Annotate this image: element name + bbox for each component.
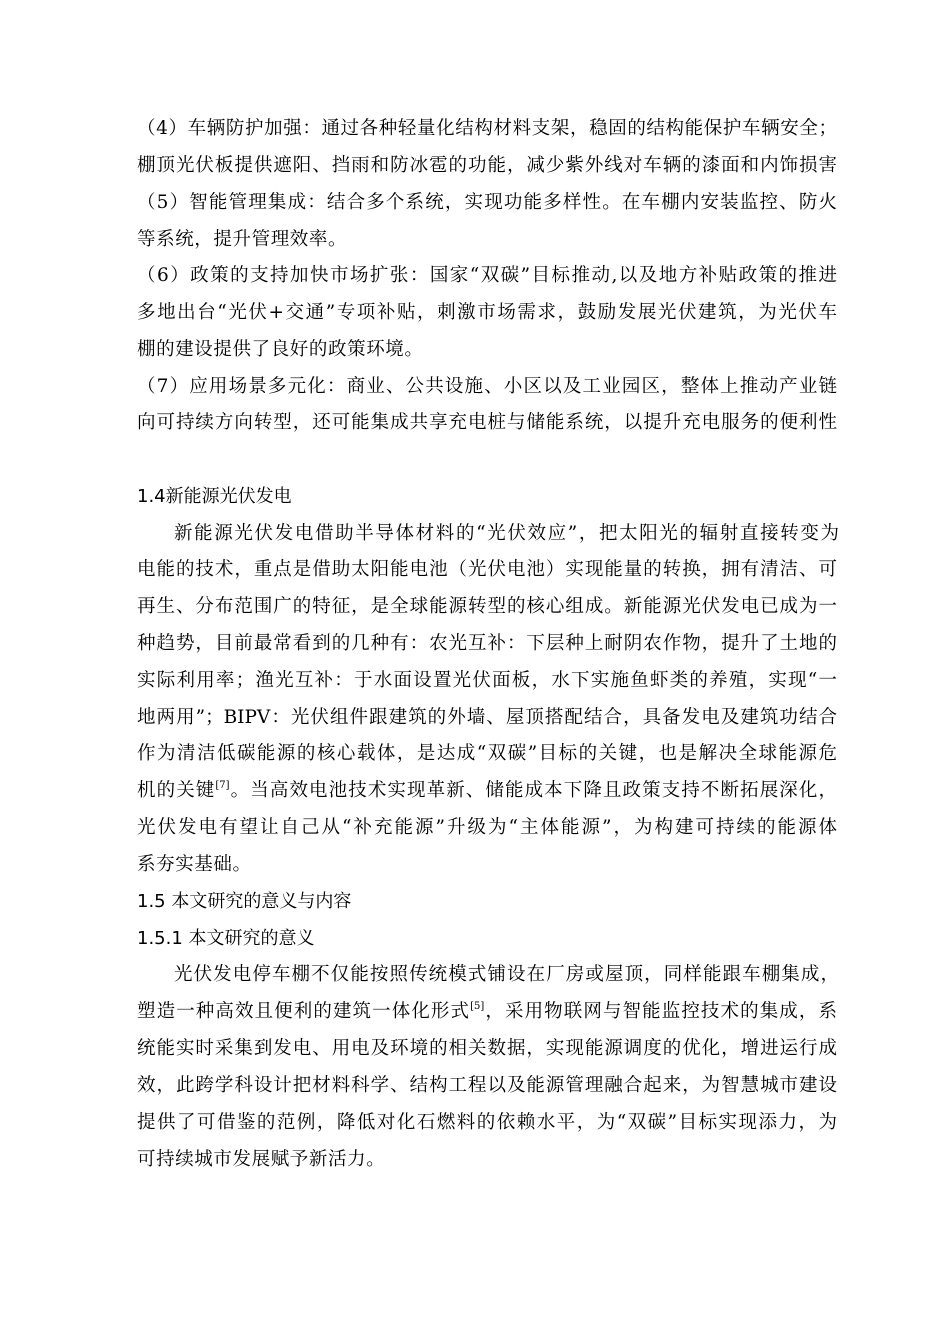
citation-7: [7] — [215, 780, 230, 791]
section-1-4-line-8-text-b: 。当高效电池技术实现革新、储能成本下降且政策支持不断拓展深化， — [229, 780, 837, 801]
list-item-7-line-2: 向可持续方向转型，还可能集成共享充电桩与储能系统，以提升充电服务的便利性 — [137, 412, 837, 433]
section-1-4-line-5: 实际利用率；渔光互补：于水面设置光伏面板，水下实施鱼虾类的养殖，实现“一 — [137, 670, 837, 691]
section-1-4-line-3: 再生、分布范围广的特征，是全球能源转型的核心组成。新能源光伏发电已成为一 — [137, 596, 837, 617]
section-1-5-1-line-4: 效，此跨学科设计把材料科学、结构工程以及能源管理融合起来，为智慧城市建设 — [137, 1075, 837, 1096]
section-1-4-line-6: 地两用”；BIPV：光伏组件跟建筑的外墙、屋顶搭配结合，具备发电及建筑功结合 — [137, 707, 837, 728]
section-1-5-1-line-6: 可持续城市发展赋予新活力。 — [137, 1149, 386, 1170]
section-heading-1-4: 1.4新能源光伏发电 — [137, 486, 292, 507]
section-1-4-line-2: 电能的技术，重点是借助太阳能电池（光伏电池）实现能量的转换，拥有清洁、可 — [137, 559, 837, 580]
section-1-4-line-8 — [137, 779, 837, 803]
section-1-5-1-line-3: 统能实时采集到发电、用电及环境的相关数据，实现能源调度的优化，增进运行成 — [137, 1038, 837, 1059]
section-1-5-1-line-2-text-b: ，采用物联网与智能监控技术的集成，系 — [484, 1001, 837, 1022]
section-1-4-line-7: 作为清洁低碳能源的核心载体，是达成“双碳”目标的关键，也是解决全球能源危 — [137, 743, 837, 764]
list-item-6-line-3: 棚的建设提供了良好的政策环境。 — [137, 339, 424, 360]
list-item-4-line-1: （4）车辆防护加强：通过各种轻量化结构材料支架，稳固的结构能保护车辆安全； — [137, 118, 837, 139]
section-1-4-line-8-text-a: 机的关键 — [137, 780, 216, 801]
section-1-4-line-10: 系夯实基础。 — [137, 854, 252, 875]
section-1-5-1-line-5: 提供了可借鉴的范例，降低对化石燃料的依赖水平，为“双碳”目标实现添力，为 — [137, 1112, 837, 1133]
section-1-5-1-line-2 — [137, 1000, 837, 1024]
list-item-4-line-2: 棚顶光伏板提供遮阳、挡雨和防冰雹的功能，减少紫外线对车辆的漆面和内饰损害 — [137, 155, 837, 176]
section-1-4-line-1: 新能源光伏发电借助半导体材料的“光伏效应”，把太阳光的辐射直接转变为 — [174, 523, 839, 544]
list-item-5-line-1: （5）智能管理集成：结合多个系统，实现功能多样性。在车棚内安装监控、防火 — [137, 192, 837, 213]
list-item-5-line-2: 等系统，提升管理效率。 — [137, 229, 348, 250]
section-1-5-1-line-1: 光伏发电停车棚不仅能按照传统模式铺设在厂房或屋顶，同样能跟车棚集成， — [174, 964, 839, 985]
citation-5: [5] — [470, 1001, 485, 1012]
list-item-7-line-1: （7）应用场景多元化：商业、公共设施、小区以及工业园区，整体上推动产业链 — [137, 376, 837, 397]
list-item-6-line-2: 多地出台“光伏+交通”专项补贴，刺激市场需求，鼓励发展光伏建筑，为光伏车 — [137, 302, 837, 323]
section-heading-1-5-1: 1.5.1 本文研究的意义 — [137, 928, 315, 949]
section-1-4-line-4: 种趋势，目前最常看到的几种有：农光互补：下层种上耐阴农作物，提升了土地的 — [137, 633, 837, 654]
section-1-5-1-line-2-text-a: 塑造一种高效且便利的建筑一体化形式 — [137, 1001, 471, 1022]
list-item-6-line-1: （6）政策的支持加快市场扩张：国家“双碳”目标推动,以及地方补贴政策的推进 — [137, 265, 837, 286]
section-heading-1-5: 1.5 本文研究的意义与内容 — [137, 891, 352, 912]
section-1-4-line-9: 光伏发电有望让自己从“补充能源”升级为“主体能源”，为构建可持续的能源体 — [137, 817, 837, 838]
